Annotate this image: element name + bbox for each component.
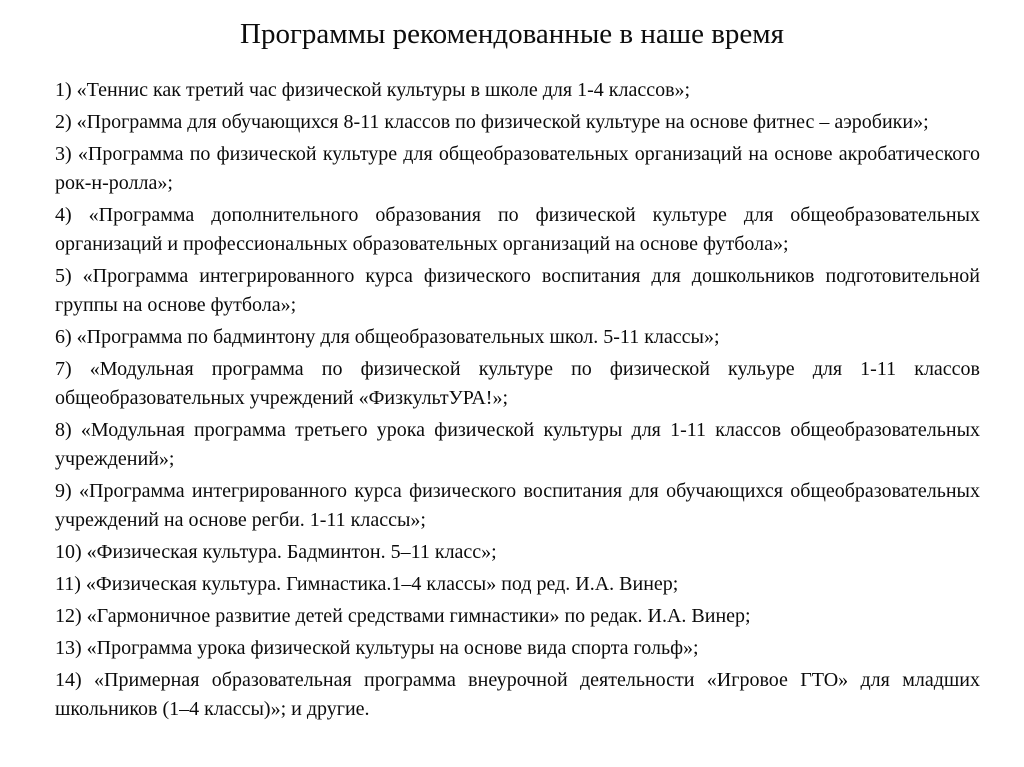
list-item: 14) «Примерная образовательная программа внеурочной деятельности «Игровое ГТО» для младших школьников (1–4 классы)»; и другие. <box>55 669 980 720</box>
list-item: 13) «Программа урока физической культуры на основе вида спорта гольф»; <box>55 637 699 659</box>
list-item: 6) «Программа по бадминтону для общеобразовательных школ. 5-11 классы»; <box>55 326 720 348</box>
list-item: 3) «Программа по физической культуре для общеобразовательных организаций на основе акробатического рок-н-ролла»; <box>55 143 980 194</box>
list-item: 11) «Физическая культура. Гимнастика.1–4 классы» под ред. И.А. Винер; <box>55 573 679 595</box>
list-item: 7) «Модульная программа по физической культуре по физической кульуре для 1-11 классов общеобразовательных учреждений «ФизкультУРА!»; <box>55 358 980 409</box>
list-item: 2) «Программа для обучающихся 8-11 классов по физической культуре на основе фитнес – аэробики»; <box>55 111 929 133</box>
list-item: 1) «Теннис как третий час физической культуры в школе для 1-4 классов»; <box>55 79 691 101</box>
list-item: 10) «Физическая культура. Бадминтон. 5–11 класс»; <box>55 541 497 563</box>
list-item: 9) «Программа интегрированного курса физического воспитания для обучающихся общеобразовательных учреждений на основе регби. 1-11 классы»; <box>55 480 980 531</box>
slide-title: Программы рекомендованные в наше время <box>240 18 784 50</box>
list-item: 5) «Программа интегрированного курса физического воспитания для дошкольников подготовительной группы на основе футбола»; <box>55 265 980 316</box>
list-item: 4) «Программа дополнительного образования по физической культуре для общеобразовательных организаций и профессиональных образовательных организаций на основе футбола»; <box>55 204 980 255</box>
list-item: 12) «Гармоничное развитие детей средствами гимнастики» по редак. И.А. Винер; <box>55 605 751 627</box>
list-item: 8) «Модульная программа третьего урока физической культуры для 1-11 классов общеобразовательных учреждений»; <box>55 419 980 470</box>
program-list <box>55 76 980 724</box>
